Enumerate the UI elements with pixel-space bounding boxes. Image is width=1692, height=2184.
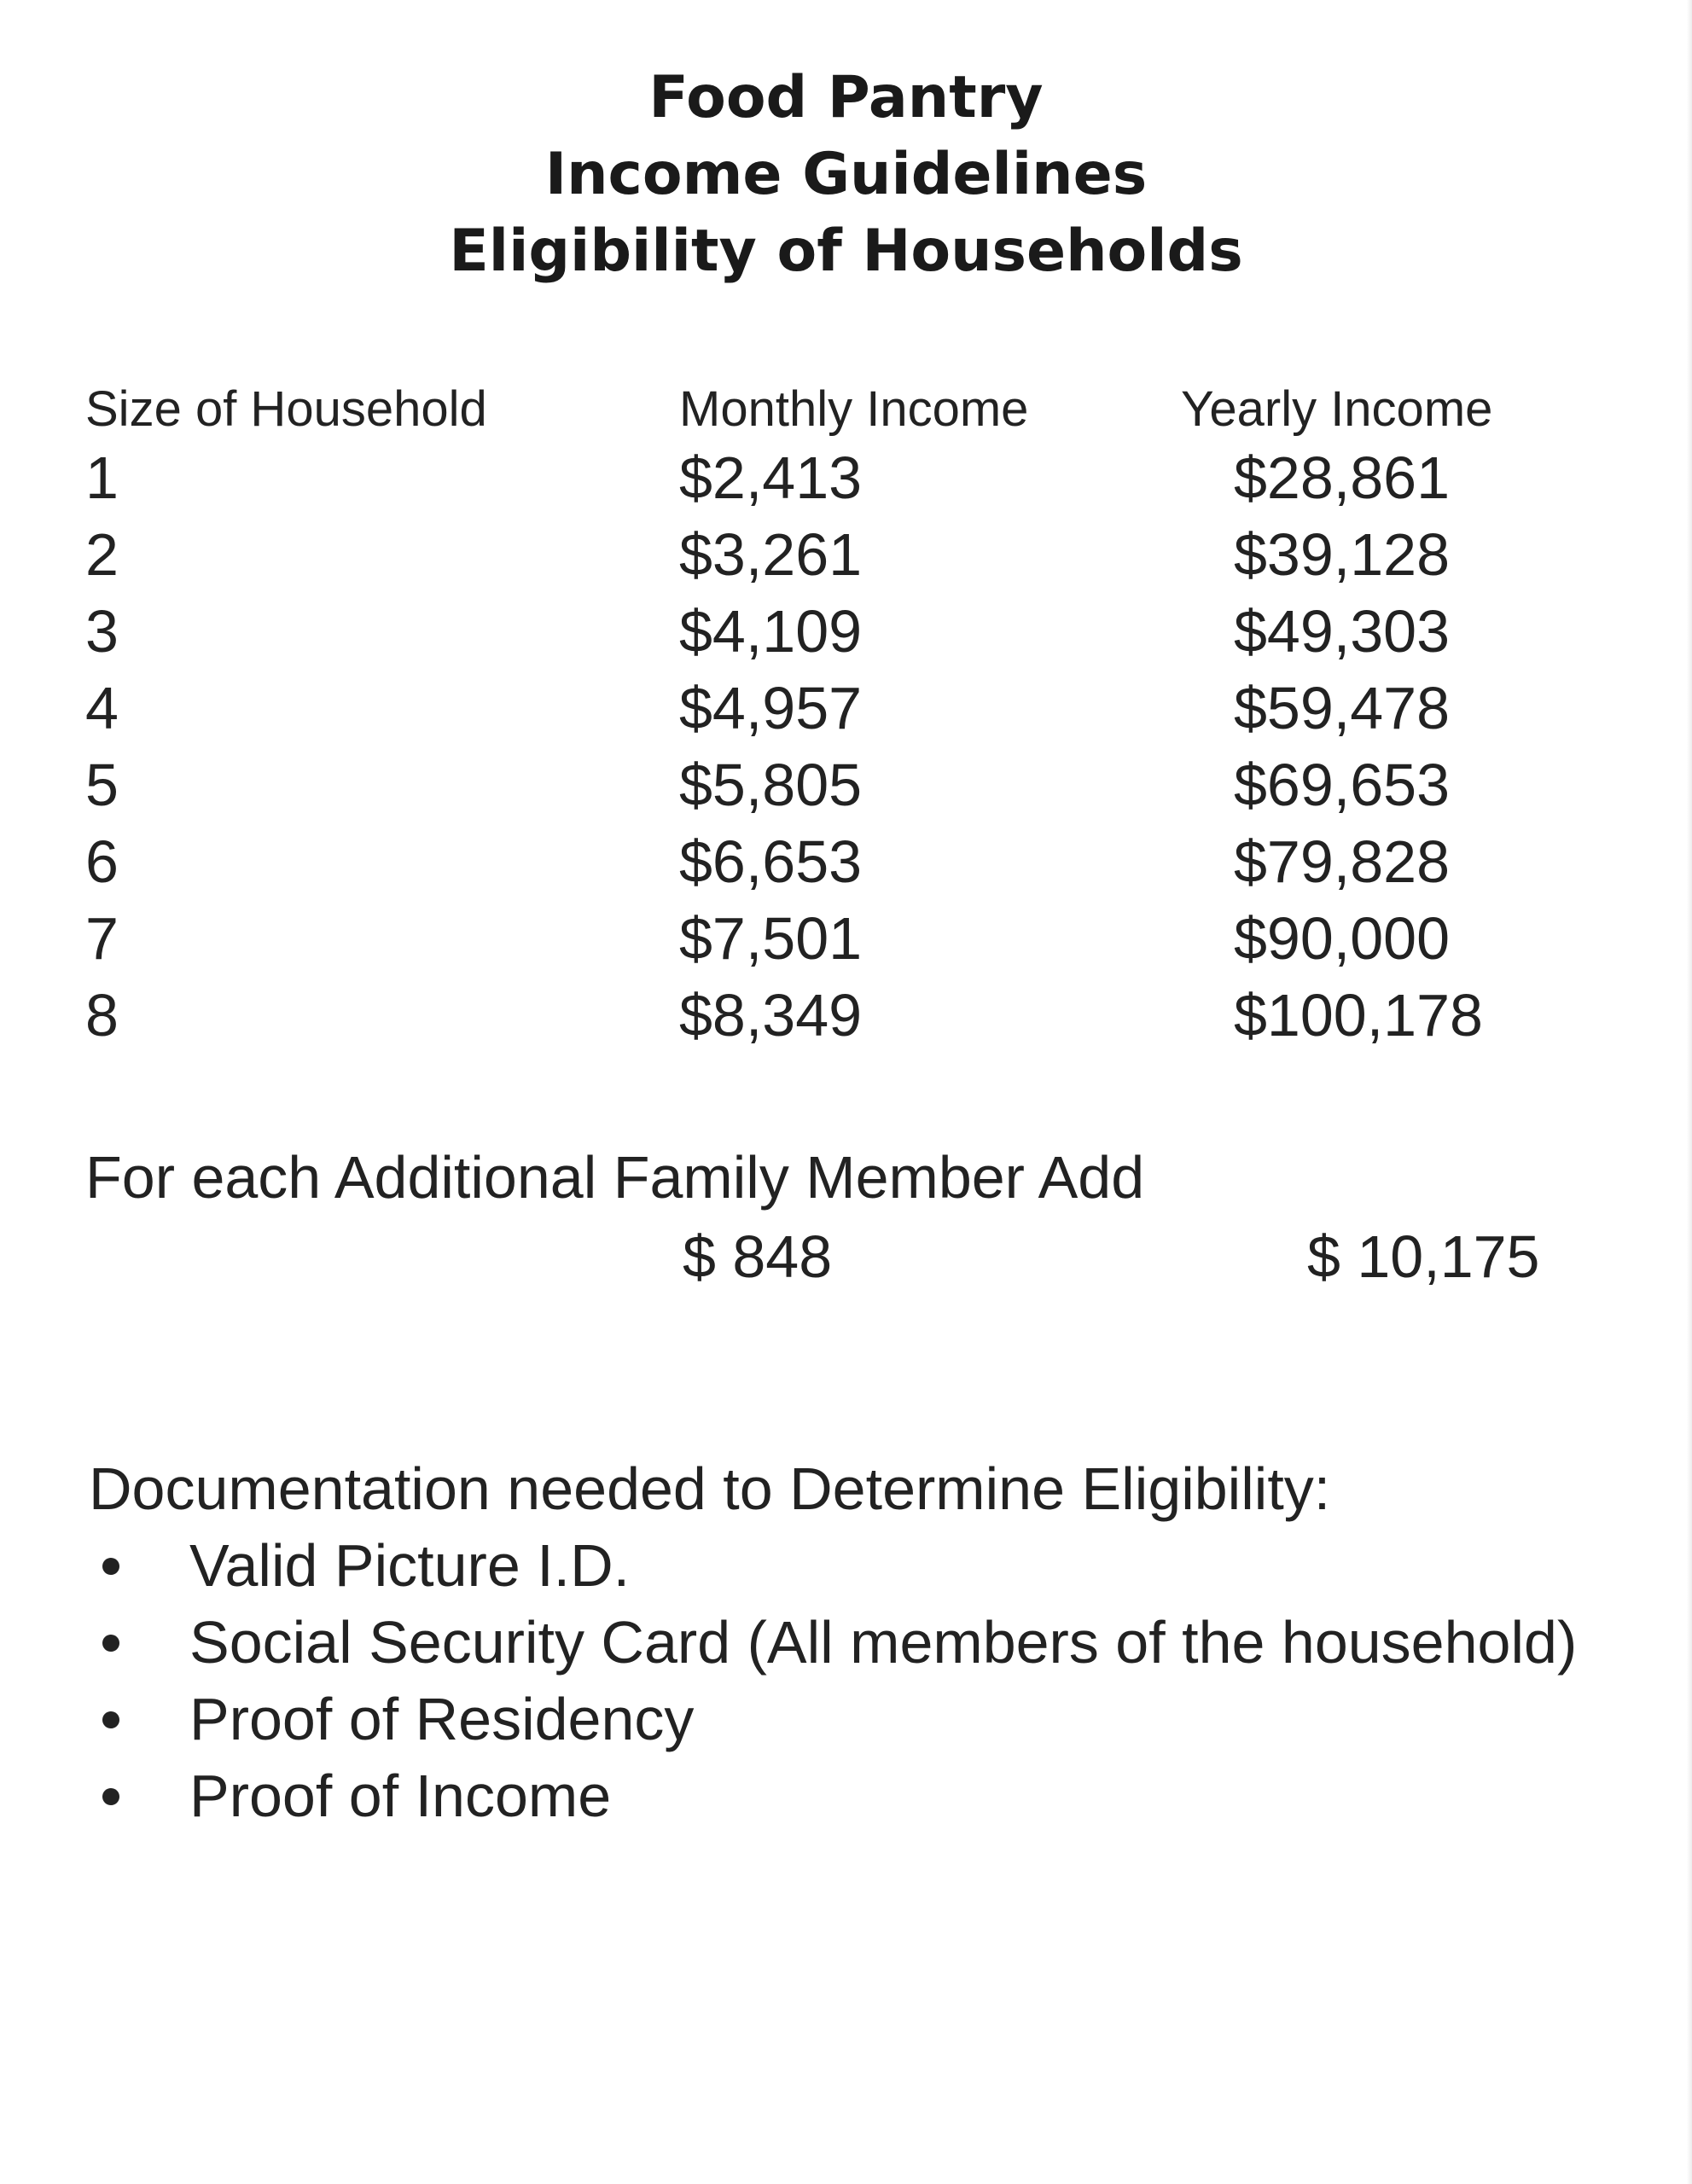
table-row: [0, 823, 1692, 900]
bullet-icon: [102, 1558, 119, 1575]
cell-monthly: $8,349: [679, 982, 863, 1048]
list-item-text: Proof of Residency: [189, 1686, 695, 1752]
title-income-guidelines: Income Guidelines: [544, 141, 1148, 208]
cell-monthly: $4,957: [679, 675, 863, 741]
list-item-text: Proof of Income: [189, 1763, 612, 1829]
additional-member-monthly: $ 848: [683, 1223, 833, 1290]
table-row: [0, 746, 1692, 823]
title-eligibility: Eligibility of Households: [449, 218, 1243, 285]
header-yearly-income: Yearly Income: [1181, 381, 1493, 437]
cell-size: 2: [85, 521, 119, 588]
list-item-text: Social Security Card (All members of the household): [189, 1609, 1578, 1676]
bullet-icon: [102, 1711, 119, 1728]
cell-yearly: $69,653: [1234, 752, 1451, 818]
cell-yearly: $28,861: [1234, 444, 1451, 511]
cell-yearly: $90,000: [1234, 905, 1451, 972]
cell-monthly: $2,413: [679, 444, 863, 511]
title-food-pantry: Food Pantry: [648, 64, 1044, 131]
cell-yearly: $100,178: [1234, 982, 1483, 1048]
table-row: [0, 439, 1692, 516]
table-row: [0, 670, 1692, 746]
cell-monthly: $7,501: [679, 905, 863, 972]
bullet-icon: [102, 1788, 119, 1805]
page-edge: [1687, 0, 1692, 2184]
table-row: [0, 977, 1692, 1054]
cell-size: 1: [85, 444, 119, 511]
header-monthly-income: Monthly Income: [679, 381, 1029, 437]
cell-size: 4: [85, 675, 119, 741]
cell-yearly: $59,478: [1234, 675, 1451, 741]
cell-size: 5: [85, 752, 119, 818]
additional-member-label: For each Additional Family Member Add: [85, 1144, 1145, 1211]
cell-size: 3: [85, 598, 119, 665]
cell-size: 7: [85, 905, 119, 972]
cell-monthly: $6,653: [679, 828, 863, 895]
table-row: [0, 516, 1692, 593]
cell-yearly: $39,128: [1234, 521, 1451, 588]
bullet-icon: [102, 1635, 119, 1652]
header-size-of-household: Size of Household: [85, 381, 487, 437]
table-row: [0, 593, 1692, 670]
cell-yearly: $49,303: [1234, 598, 1451, 665]
list-item-text: Valid Picture I.D.: [189, 1532, 631, 1599]
cell-size: 8: [85, 982, 119, 1048]
cell-monthly: $5,805: [679, 752, 863, 818]
cell-size: 6: [85, 828, 119, 895]
cell-monthly: $3,261: [679, 521, 863, 588]
cell-yearly: $79,828: [1234, 828, 1451, 895]
table-row: [0, 900, 1692, 977]
documentation-heading: Documentation needed to Determine Eligibility:: [89, 1455, 1331, 1522]
additional-member-yearly: $ 10,175: [1307, 1223, 1540, 1290]
cell-monthly: $4,109: [679, 598, 863, 665]
